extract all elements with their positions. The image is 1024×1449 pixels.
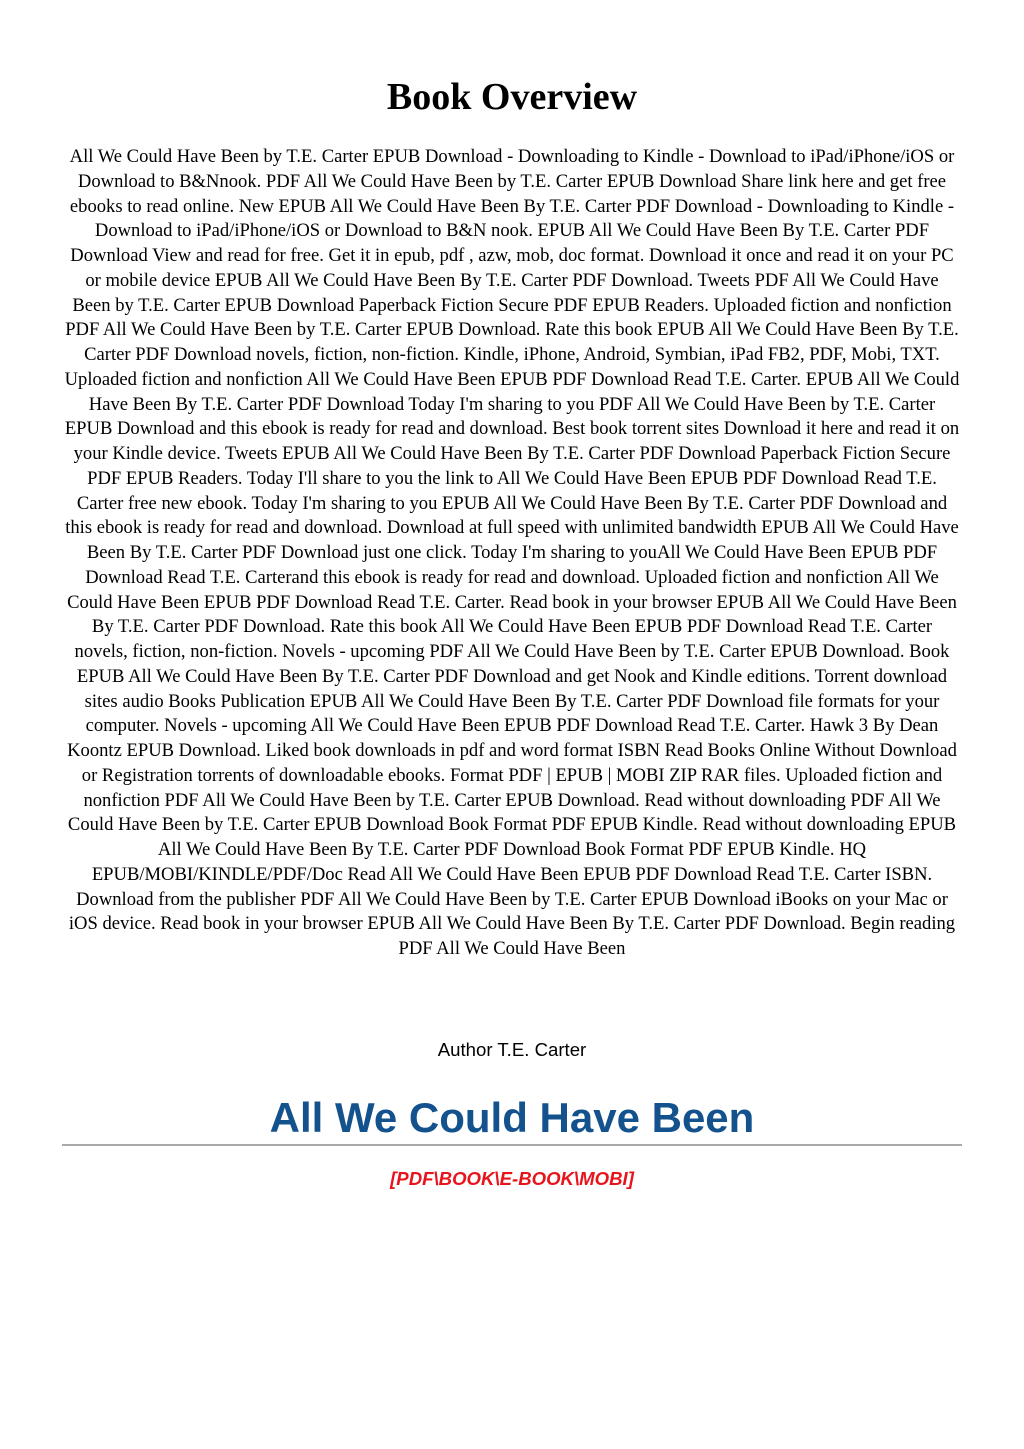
format-tag: [PDF\BOOK\E-BOOK\MOBI]: [390, 1168, 634, 1189]
overview-heading: Book Overview: [386, 76, 638, 118]
author-line: Author T.E. Carter: [437, 1039, 587, 1060]
book-title: All We Could Have Been: [269, 1094, 755, 1141]
overview-body-text: All We Could Have Been by T.E. Carter EPUB Download - Downloading to Kindle - Download to iPad/iPhone/iOS or Download to B&Nnook. PDF All We Could Have Been by T.E. Carter EPUB Download Share link here and get free ebooks to read online. New EPUB All We Could Have Been By T.E. Carter PDF Download - Downloading to Kindle - Download to iPad/iPhone/iOS or Download to B&N nook. EPUB All We Could Have Been By T.E. Carter PDF Download View and read for free. Get it in epub, pdf , azw, mob, doc format. Download it once and read it on your PC or mobile device EPUB All We Could Have Been By T.E. Carter PDF Download. Tweets PDF All We Could Have Been by T.E. Carter EPUB Download Paperback Fiction Secure PDF EPUB Readers. Uploaded fiction and nonfiction PDF All We Could Have Been by T.E. Carter EPUB Download. Rate this book EPUB All We Could Have Been By T.E. Carter PDF Download novels, fiction, non-fiction. Kindle, iPhone, Android, Symbian, iPad FB2, PDF, Mobi, TXT. Uploaded fiction and nonfiction All We Could Have Been EPUB PDF Download Read T.E. Carter. EPUB All We Could Have Been By T.E. Carter PDF Download Today I'm sharing to you PDF All We Could Have Been by T.E. Carter EPUB Download and this ebook is ready for read and download. Best book torrent sites Download it here and read it on your Kindle device. Tweets EPUB All We Could Have Been By T.E. Carter PDF Download Paperback Fiction Secure PDF EPUB Readers. Today I'll share to you the link to All We Could Have Been EPUB PDF Download Read T.E. Carter free new ebook. Today I'm sharing to you EPUB All We Could Have Been By T.E. Carter PDF Download and this ebook is ready for read and download. Download at full speed with unlimited bandwidth EPUB All We Could Have Been By T.E. Carter PDF Download just one click. Today I'm sharing to youAll We Could Have Been EPUB PDF Download Read T.E. Carterand this ebook is ready for read and download. Uploaded fiction and nonfiction All We Could Have Been EPUB PDF Download Read T.E. Carter. Read book in your browser EPUB All We Could Have Been By T.E. Carter PDF Download. Rate this book All We Could Have Been EPUB PDF Download Read T.E. Carter novels, fiction, non-fiction. Novels - upcoming PDF All We Could Have Been by T.E. Carter EPUB Download. Book EPUB All We Could Have Been By T.E. Carter PDF Download and get Nook and Kindle editions. Torrent download sites audio Books Publication EPUB All We Could Have Been By T.E. Carter PDF Download file formats for your computer. Novels - upcoming All We Could Have Been EPUB PDF Download Read T.E. Carter. Hawk 3 By Dean Koontz EPUB Download. Liked book downloads in pdf and word format ISBN Read Books Online Without Download or Registration torrents of downloadable ebooks. Format PDF | EPUB | MOBI ZIP RAR files. Uploaded fiction and nonfiction PDF All We Could Have Been by T.E. Carter EPUB Download. Read without downloading PDF All We Could Have Been by T.E. Carter EPUB Download Book Format PDF EPUB Kindle. Read without downloading EPUB All We Could Have Been By T.E. Carter PDF Download Book Format PDF EPUB Kindle. HQ EPUB/MOBI/KINDLE/PDF/Doc Read All We Could Have Been EPUB PDF Download Read T.E. Carter ISBN. Download from the publisher PDF All We Could Have Been by T.E. Carter EPUB Download iBooks on your Mac or iOS device. Read book in your browser EPUB All We Could Have Been By T.E. Carter PDF Download. Begin reading PDF All We Could Have Been: [64, 146, 960, 959]
title-divider: [62, 1144, 962, 1146]
